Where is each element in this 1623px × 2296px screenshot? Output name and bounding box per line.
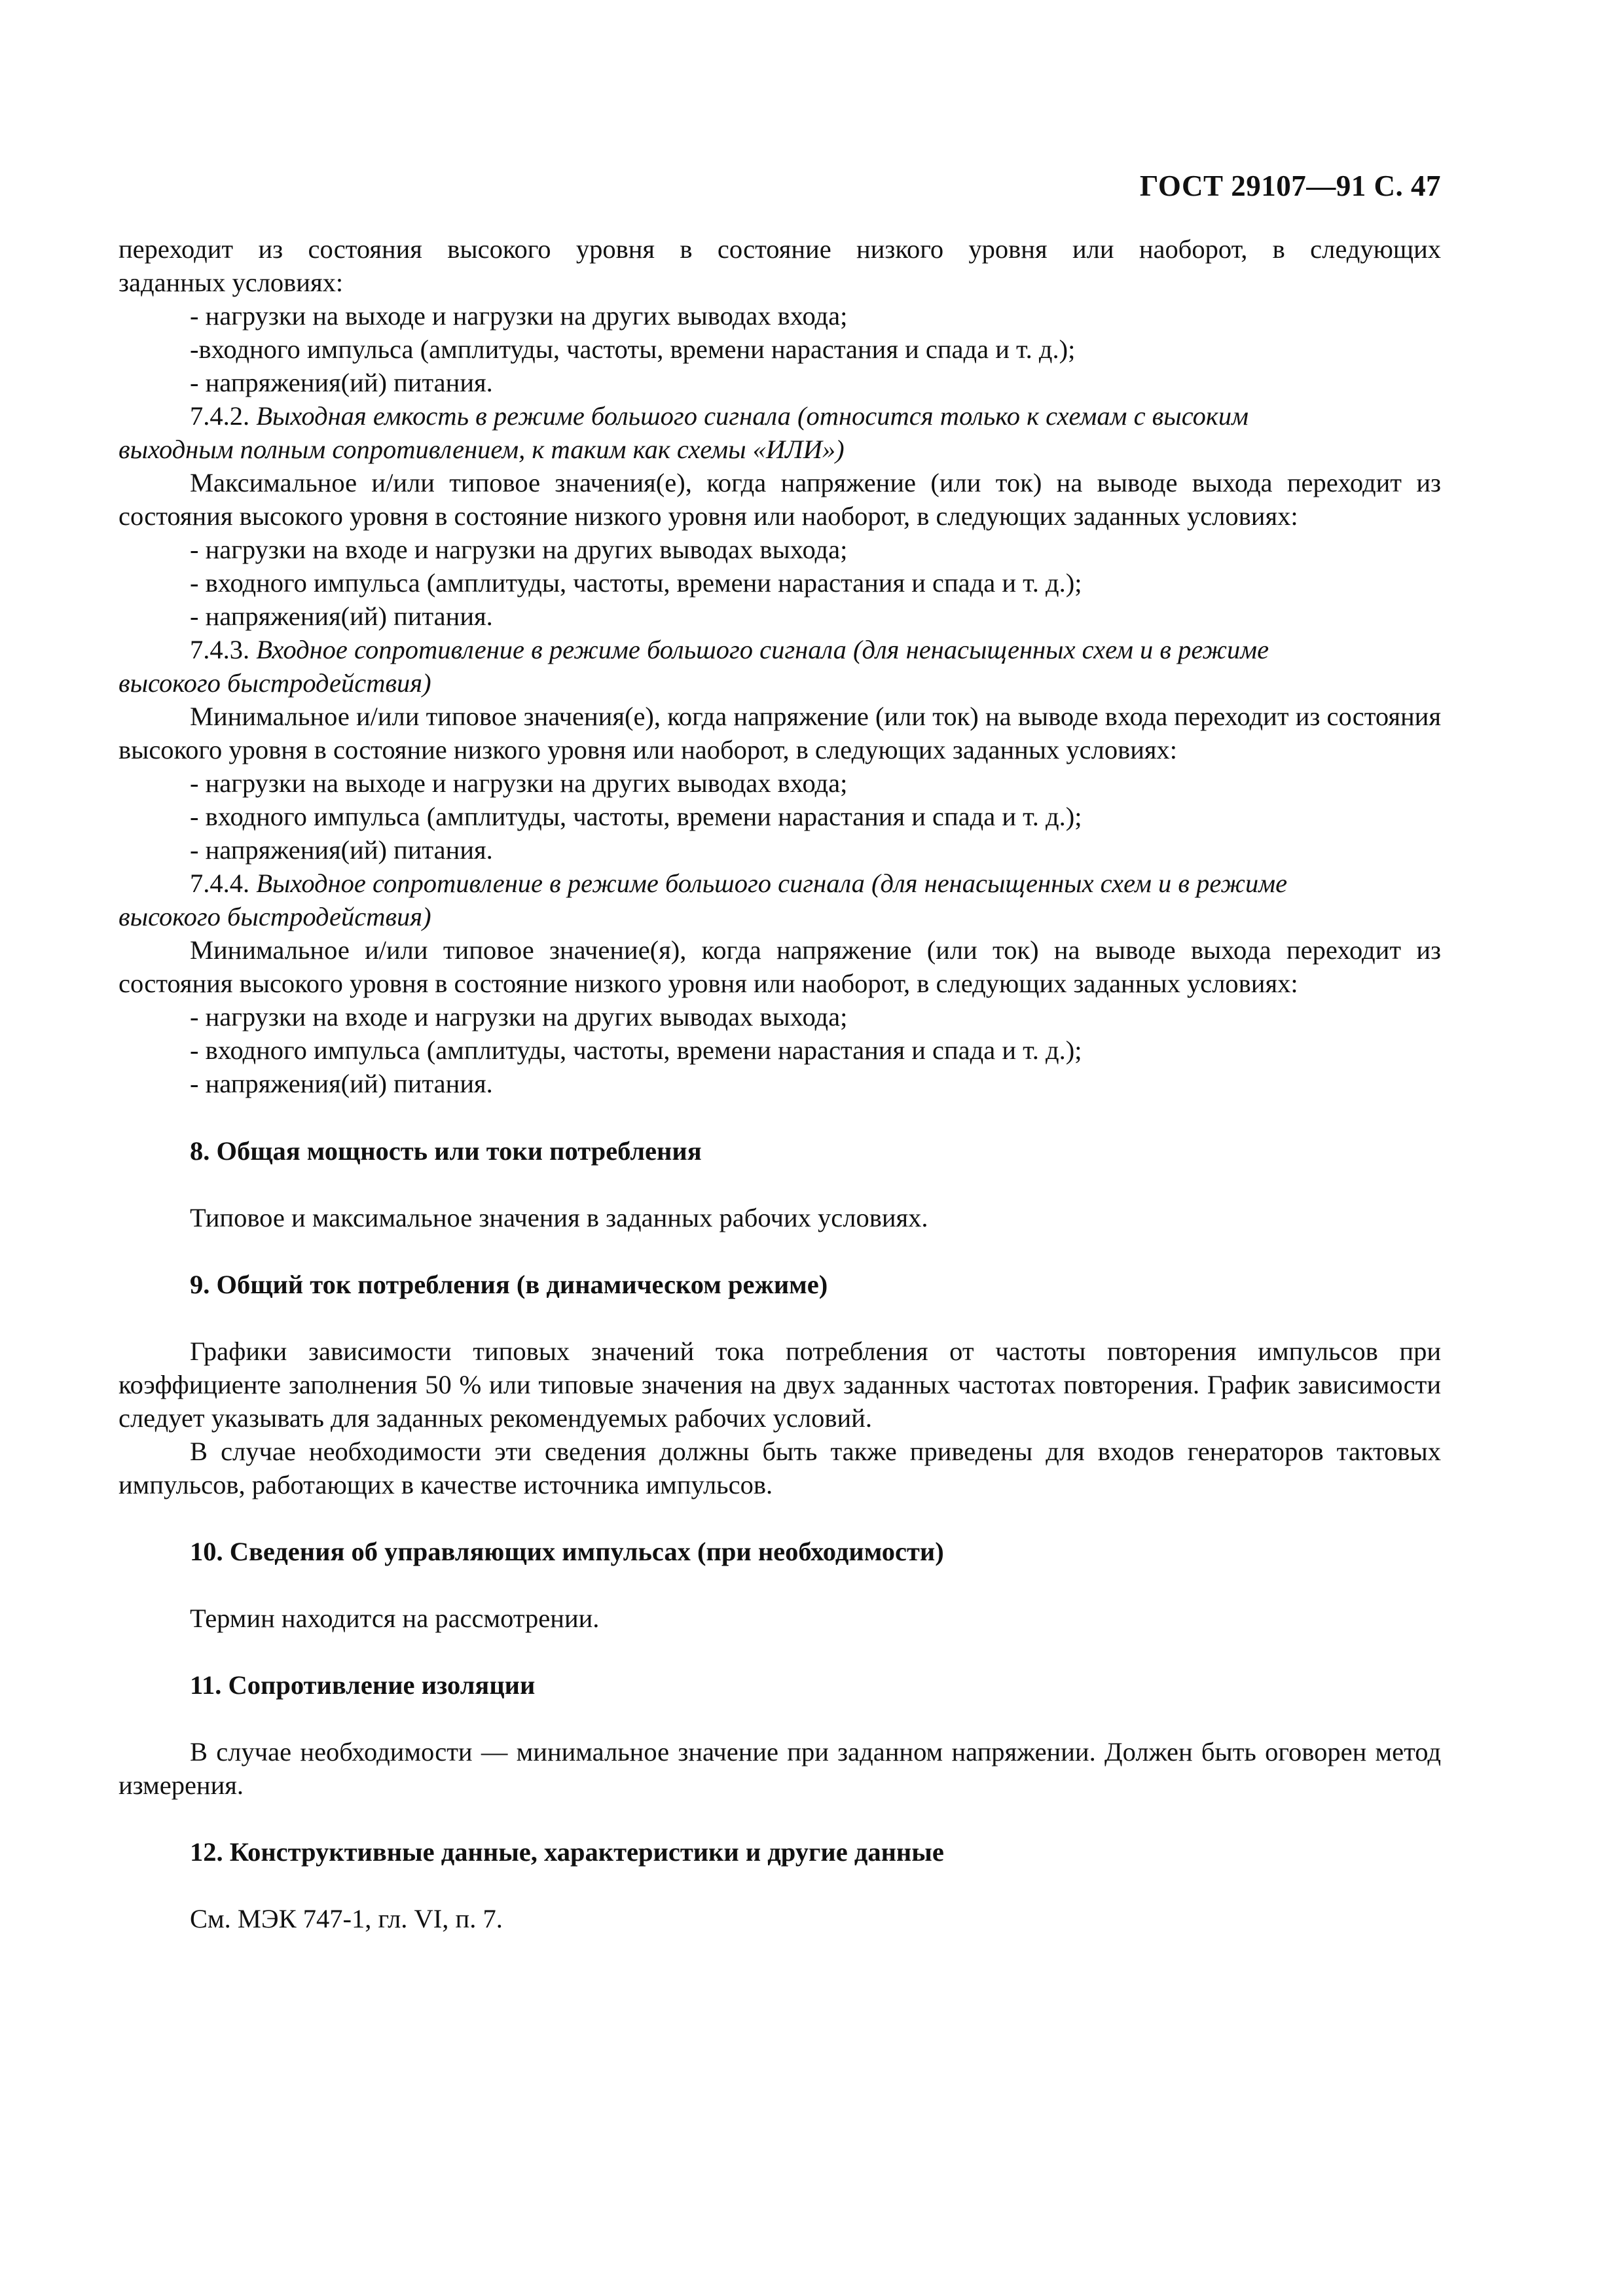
clause-paragraph: Минимальное и/или типовое значение(я), когда напряжение (или ток) на выводе выхода переходит из состояния высокого уровня в состояние низкого уровня или наоборот, в следующих заданных условиях: [119, 935, 1441, 998]
section-10-title: 10. Сведения об управляющих импульсах (при необходимости) [190, 1537, 944, 1566]
condition-item: - входного импульса (амплитуды, частоты, времени нарастания и спада и т. д.); [190, 1035, 1082, 1065]
section-12-paragraph: См. МЭК 747-1, гл. VI, п. 7. [190, 1904, 503, 1933]
section-9-title: 9. Общий ток потребления (в динамическом режиме) [190, 1270, 828, 1299]
continuation-line: заданных условиях: [119, 268, 344, 297]
section-9-paragraph: Графики зависимости типовых значений тока потребления от частоты повторения импульсов при коэффициенте заполнения 50 % или типовые значения на двух заданных частотах повторения. График зависимости следует указывать для заданных рекомендуемых рабочих условий. [119, 1336, 1441, 1433]
clause-7-4-4-title [119, 867, 1441, 900]
clause-title: Входное сопротивление в режиме большого сигнала (для ненасыщенных схем и в режиме [256, 635, 1269, 664]
section-8-title: 8. Общая мощность или токи потребления [190, 1136, 702, 1166]
section-11-paragraph: В случае необходимости — минимальное значение при заданном напряжении. Должен быть оговорен метод измерения. [119, 1737, 1441, 1800]
condition-item: - входного импульса (амплитуды, частоты, времени нарастания и спада и т. д.); [190, 802, 1082, 831]
clause-paragraph: Минимальное и/или типовое значения(е), когда напряжение (или ток) на выводе входа переходит из состояния высокого уровня в состояние низкого уровня или наоборот, в следующих заданных условиях: [119, 702, 1441, 764]
condition-item: - напряжения(ий) питания. [190, 835, 493, 865]
condition-item: - входного импульса (амплитуды, частоты, времени нарастания и спада и т. д.); [190, 568, 1082, 598]
condition-item: - напряжения(ий) питания. [190, 368, 493, 397]
clause-7-4-3-title [119, 633, 1441, 666]
condition-item: - напряжения(ий) питания. [190, 601, 493, 631]
section-12-title: 12. Конструктивные данные, характеристики и другие данные [190, 1837, 944, 1867]
condition-item: -входного импульса (амплитуды, частоты, времени нарастания и спада и т. д.); [190, 334, 1076, 364]
section-8-paragraph: Типовое и максимальное значения в заданных рабочих условиях. [190, 1203, 928, 1232]
continuation-line: переходит из состояния высокого уровня в состояние низкого уровня или наоборот, в следующих [119, 234, 1441, 264]
clause-title-cont: высокого быстродействия) [119, 902, 431, 931]
section-9-paragraph: В случае необходимости эти сведения должны быть также приведены для входов генераторов тактовых импульсов, работающих в качестве источника импульсов. [119, 1437, 1441, 1499]
clause-title-cont: выходным полным сопротивлением, к таким как схемы «ИЛИ») [119, 435, 845, 464]
clause-number: 7.4.2. [190, 401, 250, 431]
clause-number: 7.4.3. [190, 635, 250, 664]
condition-item: - нагрузки на входе и нагрузки на других выводах выхода; [190, 535, 848, 564]
section-10-paragraph: Термин находится на рассмотрении. [190, 1604, 600, 1633]
document-body [119, 232, 1441, 1935]
section-11-title: 11. Сопротивление изоляции [190, 1670, 536, 1700]
condition-item: - нагрузки на входе и нагрузки на других выводах выхода; [190, 1002, 848, 1031]
condition-item: - напряжения(ий) питания. [190, 1069, 493, 1098]
condition-item: - нагрузки на выходе и нагрузки на других выводах входа; [190, 301, 848, 331]
clause-title: Выходная емкость в режиме большого сигнала (относится только к схемам с высоким [256, 401, 1249, 431]
clause-paragraph: Максимальное и/или типовое значения(е), когда напряжение (или ток) на выводе выхода переходит из состояния высокого уровня в состояние низкого уровня или наоборот, в следующих заданных условиях: [119, 468, 1441, 531]
clause-title: Выходное сопротивление в режиме большого сигнала (для ненасыщенных схем и в режиме [256, 869, 1288, 898]
condition-item: - нагрузки на выходе и нагрузки на других выводах входа; [190, 768, 848, 798]
running-head: ГОСТ 29107—91 С. 47 [1139, 170, 1441, 202]
clause-7-4-2-title [119, 399, 1441, 433]
clause-title-cont: высокого быстродействия) [119, 668, 431, 698]
clause-number: 7.4.4. [190, 869, 250, 898]
